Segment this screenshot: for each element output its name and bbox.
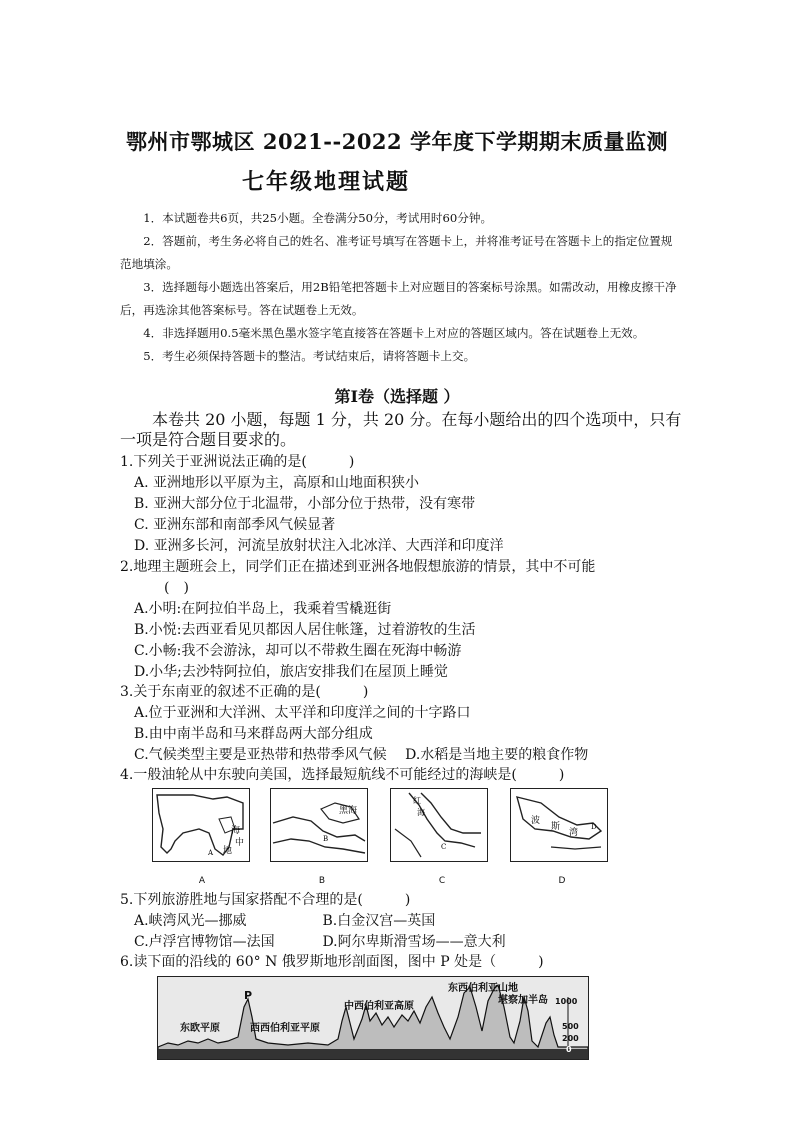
options-cd-row xyxy=(120,745,690,766)
map-b-drawing xyxy=(271,789,367,861)
map-label: D xyxy=(591,823,597,831)
map-d-drawing xyxy=(511,789,607,861)
section-intro: 本卷共 20 小题，每题 1 分，共 20 分。在每小题给出的四个选项中，只有一项是符合题目要求的。 xyxy=(120,410,682,449)
option-b: B.白金汉宫—英国 xyxy=(322,913,436,929)
question-stem: 2.地理主题班会上，同学们正在描述到亚洲各地假想旅游的情景，其中不可能 xyxy=(120,559,596,575)
exam-instructions xyxy=(120,207,680,368)
map-caption-a: A xyxy=(198,876,206,886)
terrain-profile-drawing xyxy=(158,977,588,1059)
option-d: D.阿尔卑斯滑雪场——意大利 xyxy=(322,934,506,950)
option-a: A.位于亚洲和大洋洲、太平洋和印度洋之间的十字路口 xyxy=(134,705,471,721)
answer-bracket: ( ) xyxy=(164,580,189,596)
option-c: C.气候类型主要是亚热带和热带季风气候 xyxy=(134,747,387,763)
map-a xyxy=(152,788,250,862)
instruction-item: 2．答题前，考生务必将自己的姓名、准考证号填写在答题卡上，并将准考证号在答题卡上的指定位置规范地填涂。 xyxy=(120,234,673,271)
scale-value: 0 xyxy=(566,1045,572,1054)
question-2 xyxy=(120,557,690,683)
question-5 xyxy=(120,890,690,953)
map-label: 波 xyxy=(531,816,541,826)
map-label: 海 xyxy=(417,808,425,817)
section-title: 第Ⅰ卷（选择题 ） xyxy=(334,387,460,406)
map-d xyxy=(510,788,608,862)
question-4 xyxy=(120,765,690,786)
map-label: 中 xyxy=(235,838,245,848)
map-label: 海 xyxy=(231,826,241,836)
terrain-profile xyxy=(157,976,589,1060)
map-c-drawing xyxy=(391,789,487,861)
map-label: C xyxy=(441,843,447,851)
question-3 xyxy=(120,682,690,766)
option-d: D. 亚洲多长河，河流呈放射状注入北冰洋、大西洋和印度洋 xyxy=(134,538,504,554)
option-c: C.小畅:我不会游泳，却可以不带救生圈在死海中畅游 xyxy=(134,643,462,659)
question-stem: 3.关于东南亚的叙述不正确的是( ) xyxy=(120,684,369,700)
map-label: B xyxy=(323,835,329,843)
question-stem: 6.读下面的沿线的 60° N 俄罗斯地形剖面图，图中 P 处是（ ) xyxy=(120,954,544,970)
question-stem: 4.一般油轮从中东驶向美国，选择最短航线不可能经过的海峡是( ) xyxy=(120,767,565,783)
map-label: 红 xyxy=(413,796,421,805)
map-a-drawing xyxy=(153,789,249,861)
question-1 xyxy=(120,452,690,557)
map-caption-b: B xyxy=(318,876,326,886)
exam-title: 鄂州市鄂城区 2021--2022 学年度下学期期末质量监测 xyxy=(126,129,668,154)
option-d: D.水稻是当地主要的粮食作物 xyxy=(405,747,589,763)
question-stem: 1.下列关于亚洲说法正确的是( ) xyxy=(120,454,355,470)
profile-label: 西西伯利亚平原 xyxy=(250,1023,320,1034)
instruction-item: 3．选择题每小题选出答案后，用2B铅笔把答题卡上对应题目的答案标号涂黑。如需改动，用橡皮擦干净后，再选涂其他答案标号。答在试题卷上无效。 xyxy=(120,280,677,317)
options-ab-row xyxy=(120,911,690,932)
options-cd-row xyxy=(120,932,690,953)
option-b: B.由中南半岛和马来群岛两大部分组成 xyxy=(134,726,373,742)
exam-subtitle: 七年级地理试题 xyxy=(242,169,411,195)
option-a: A.小明:在阿拉伯半岛上，我乘着雪橇逛街 xyxy=(134,601,392,617)
scale-value: 200 xyxy=(562,1034,579,1043)
map-label: 黑海 xyxy=(339,806,358,816)
map-caption-d: D xyxy=(558,876,566,886)
option-d: D.小华;去沙特阿拉伯，旅店安排我们在屋顶上睡觉 xyxy=(134,664,448,680)
scale-value: 1000 xyxy=(555,997,578,1006)
map-c xyxy=(390,788,488,862)
option-c: C.卢浮宫博物馆—法国 xyxy=(134,934,275,950)
option-b: B.小悦:去西亚看见贝都因人居住帐篷，过着游牧的生活 xyxy=(134,622,476,638)
option-b: B. 亚洲大部分位于北温带，小部分位于热带，没有寒带 xyxy=(134,496,476,512)
map-label: 湾 xyxy=(569,828,579,838)
instruction-item: 5．考生必须保持答题卡的整洁。考试结束后，请将答题卡上交。 xyxy=(143,349,476,363)
instruction-item: 4．非选择题用0.5毫米黑色墨水签字笔直接答在答题卡上对应的答题区域内。答在试题卷上无效。 xyxy=(143,326,645,340)
profile-point-p: P xyxy=(244,989,253,1002)
map-b xyxy=(270,788,368,862)
map-label: 地 xyxy=(223,846,233,856)
map-caption-c: C xyxy=(438,876,446,886)
question-stem: 5.下列旅游胜地与国家搭配不合理的是( ) xyxy=(120,892,411,908)
scale-value: 500 xyxy=(562,1022,579,1031)
option-c: C. 亚洲东部和南部季风气候显著 xyxy=(134,517,336,533)
profile-label: 堪察加半岛 xyxy=(498,995,548,1006)
profile-label: 东西伯利亚山地 xyxy=(448,983,518,994)
profile-label: 中西伯利亚高原 xyxy=(344,1001,414,1012)
instruction-item: 1．本试题卷共6页，共25小题。全卷满分50分，考试用时60分钟。 xyxy=(143,211,493,225)
question-6 xyxy=(120,952,690,973)
strait-maps xyxy=(152,788,622,888)
profile-label: 东欧平原 xyxy=(180,1023,220,1034)
option-a: A. 亚洲地形以平原为主，高原和山地面积狭小 xyxy=(134,475,420,491)
option-a: A.峡湾风光—挪威 xyxy=(134,913,247,929)
map-label: 斯 xyxy=(551,822,561,832)
map-label: A xyxy=(208,849,214,857)
